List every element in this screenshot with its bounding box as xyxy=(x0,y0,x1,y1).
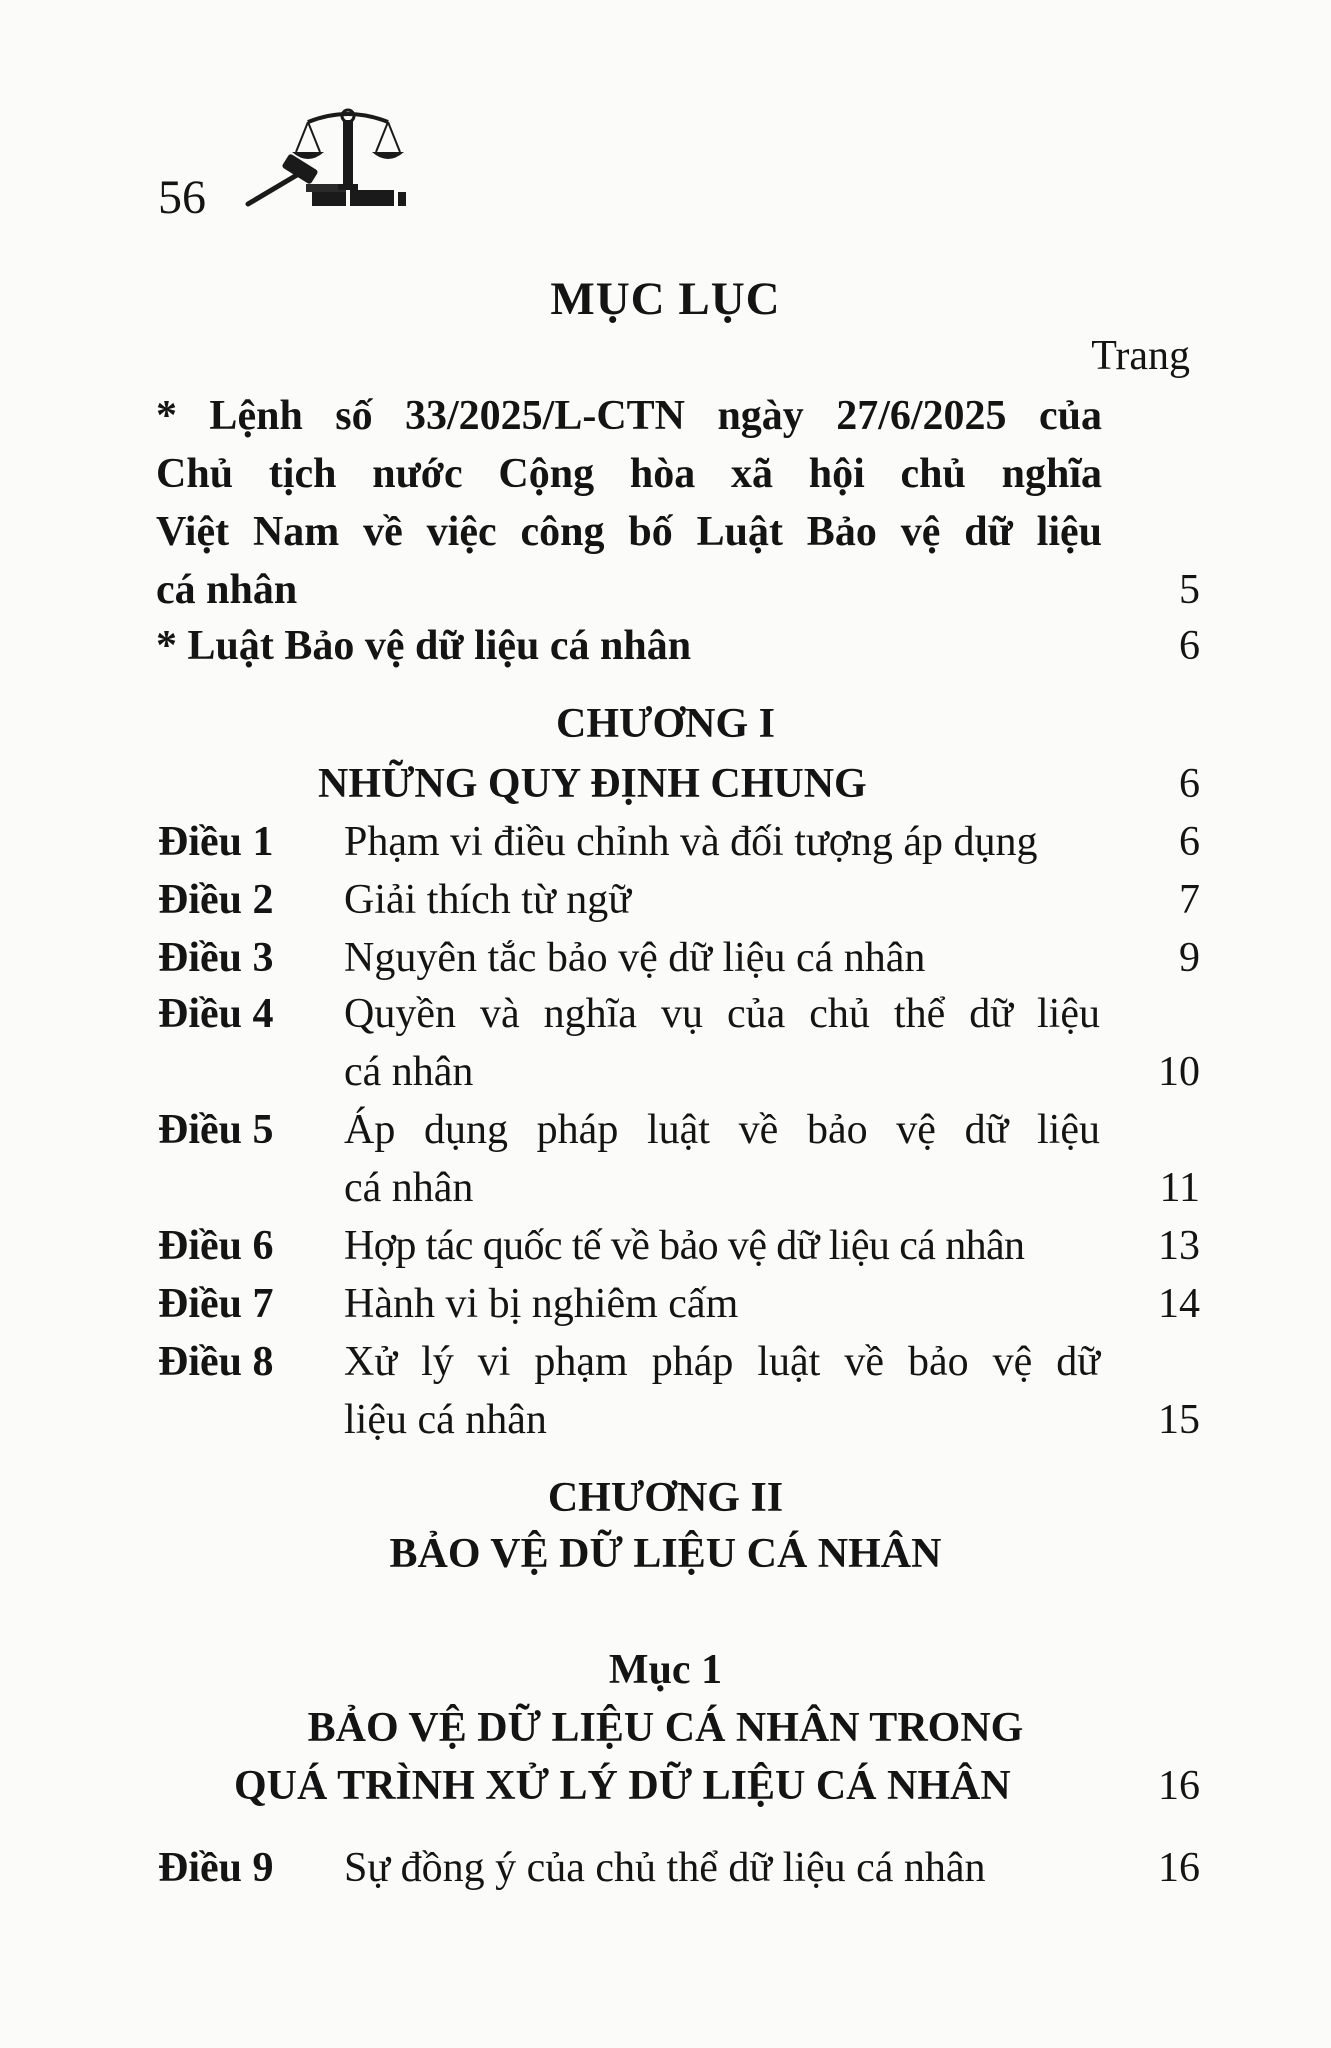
toc-article-row xyxy=(158,1844,1200,1900)
toc-page-number: 15 xyxy=(1158,1397,1200,1443)
toc-entry-decree xyxy=(156,392,1200,624)
article-label: Điều 2 xyxy=(158,877,274,923)
article-title: Quyền và nghĩa vụ của chủ thể dữ liệu xyxy=(344,991,1100,1037)
toc-page-number: 7 xyxy=(1179,877,1200,923)
section-title: QUÁ TRÌNH XỬ LÝ DỮ LIỆU CÁ NHÂN xyxy=(234,1763,1011,1809)
article-label: Điều 1 xyxy=(158,819,274,865)
toc-page-number: 16 xyxy=(1158,1763,1200,1809)
chapter-title: BẢO VỆ DỮ LIỆU CÁ NHÂN xyxy=(389,1531,942,1577)
article-title: Giải thích từ ngữ xyxy=(344,877,631,923)
toc-entry-law xyxy=(156,622,1200,680)
article-title: Hợp tác quốc tế về bảo vệ dữ liệu cá nhân xyxy=(344,1223,1025,1269)
article-title: Phạm vi điều chỉnh và đối tượng áp dụng xyxy=(344,819,1038,865)
article-title: cá nhân xyxy=(344,1049,474,1095)
toc-entry-line: cá nhân xyxy=(156,567,298,613)
section-label: Mục 1 xyxy=(608,1647,723,1693)
toc-article-row xyxy=(158,1106,1200,1220)
toc-article-row xyxy=(158,818,1200,874)
article-title: cá nhân xyxy=(344,1165,474,1211)
toc-page-number: 9 xyxy=(1179,935,1200,981)
page-column-label: Trang xyxy=(1091,333,1190,379)
toc-page-number: 16 xyxy=(1158,1845,1200,1891)
article-title: liệu cá nhân xyxy=(344,1397,547,1443)
toc-entry-line: * Lệnh số 33/2025/L-CTN ngày 27/6/2025 của xyxy=(156,393,1102,439)
section-title: BẢO VỆ DỮ LIỆU CÁ NHÂN TRONG xyxy=(307,1705,1024,1751)
toc-article-row xyxy=(158,876,1200,932)
article-title: Xử lý vi phạm pháp luật về bảo vệ dữ xyxy=(344,1339,1100,1385)
article-label: Điều 9 xyxy=(158,1845,274,1891)
chapter-title: NHỮNG QUY ĐỊNH CHUNG xyxy=(318,761,867,807)
toc-entry-line: Việt Nam về việc công bố Luật Bảo vệ dữ liệu xyxy=(156,509,1102,555)
article-label: Điều 7 xyxy=(158,1281,274,1327)
article-title: Sự đồng ý của chủ thể dữ liệu cá nhân xyxy=(344,1845,986,1891)
toc-page-number: 6 xyxy=(1179,819,1200,865)
article-title: Hành vi bị nghiêm cấm xyxy=(344,1281,739,1327)
toc-article-row xyxy=(158,934,1200,990)
toc-entry-line: * Luật Bảo vệ dữ liệu cá nhân xyxy=(156,623,692,669)
article-label: Điều 4 xyxy=(158,991,274,1037)
toc-page-number: 10 xyxy=(1158,1049,1200,1095)
toc-page-number: 6 xyxy=(1179,623,1200,669)
toc-article-row xyxy=(158,1280,1200,1336)
toc-title: MỤC LỤC xyxy=(550,273,781,325)
toc-article-row xyxy=(158,1338,1200,1452)
toc-page-number: 11 xyxy=(1159,1165,1200,1211)
article-label: Điều 8 xyxy=(158,1339,274,1385)
article-label: Điều 6 xyxy=(158,1223,274,1269)
toc-page-number: 6 xyxy=(1179,761,1200,807)
scales-and-gavel-icon xyxy=(240,100,420,210)
chapter-label: CHƯƠNG II xyxy=(547,1475,784,1521)
article-label: Điều 3 xyxy=(158,935,274,981)
toc-article-row xyxy=(158,1222,1200,1278)
toc-article-row xyxy=(158,990,1200,1104)
chapter-label: CHƯƠNG I xyxy=(556,701,775,747)
section-title-row xyxy=(0,1762,1200,1818)
chapter-title-row xyxy=(0,760,1200,816)
toc-entry-line: Chủ tịch nước Cộng hòa xã hội chủ nghĩa xyxy=(156,451,1102,497)
toc-page-number: 14 xyxy=(1158,1281,1200,1327)
article-label: Điều 5 xyxy=(158,1107,274,1153)
article-title: Nguyên tắc bảo vệ dữ liệu cá nhân xyxy=(344,935,926,981)
toc-page-number: 5 xyxy=(1179,567,1200,613)
article-title: Áp dụng pháp luật về bảo vệ dữ liệu xyxy=(344,1107,1100,1153)
page-number: 56 xyxy=(158,171,206,224)
toc-page-number: 13 xyxy=(1158,1223,1200,1269)
